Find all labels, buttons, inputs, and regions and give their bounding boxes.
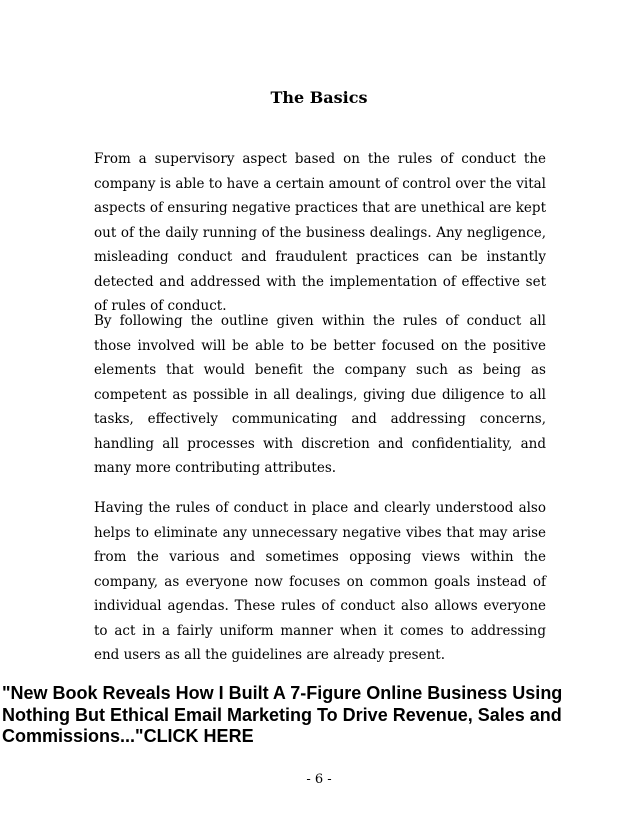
promo-link[interactable]: "New Book Reveals How I Built A 7-Figure Online Business Using Nothing But Ethical Email Marketing To Drive Revenue, Sales and Commissions..."CLICK HERE <box>2 683 563 746</box>
page-title: The Basics <box>270 88 368 107</box>
paragraph: From a supervisory aspect based on the rules of conduct the company is able to have a certain amount of control over the vital aspects of ensuring negative practices that are unethical are kept out of the daily running of the business dealings. Any negligence, misleading conduct and fraudulent practices can be instantly detected and addressed with the implementation of effective set of rules of conduct. <box>94 151 546 314</box>
paragraph: Having the rules of conduct in place and clearly understood also helps to eliminate any unnecessary negative vibes that may arise from the various and sometimes opposing views within the company, as everyone now focuses on common goals instead of individual agendas. These rules of conduct also allows everyone to act in a fairly uniform manner when it comes to addressing end users as all the guidelines are already present. <box>94 500 546 663</box>
paragraph: By following the outline given within the rules of conduct all those involved will be able to be better focused on the positive elements that would benefit the company such as being as competent as possible in all dealings, giving due diligence to all tasks, effectively communicating and addressing concerns, handling all processes with discretion and confidentiality, and many more contributing attributes. <box>94 313 546 476</box>
page-number: - 6 - <box>306 772 332 787</box>
